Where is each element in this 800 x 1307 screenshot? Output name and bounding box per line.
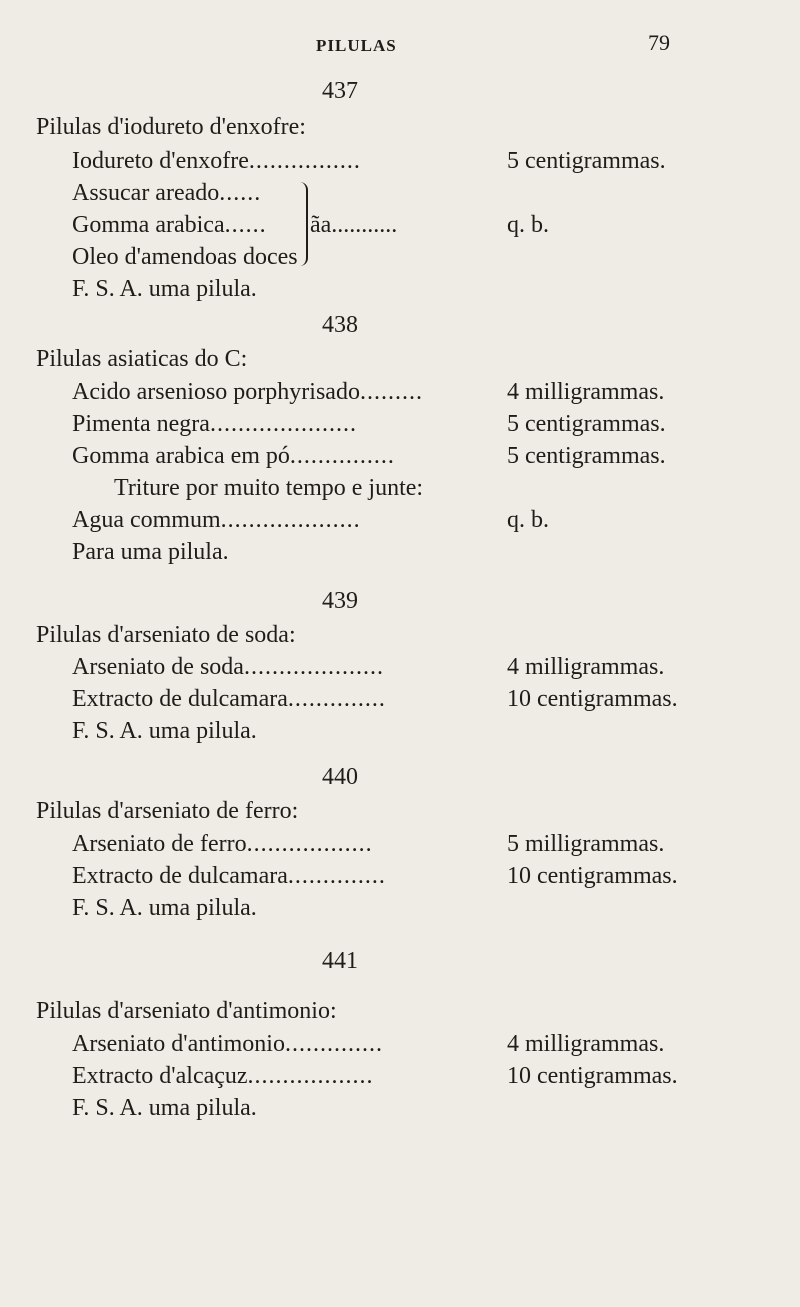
leader-dots: .............. [287,686,386,712]
ingredient-quantity: 5 centigrammas. [507,148,666,174]
brace-quantity-text: ãa........... [310,212,398,238]
preparation-note: Para uma pilula. [72,539,229,565]
leader-dots: .................... [220,507,361,533]
ingredient-line [72,863,386,893]
leader-dots: .............. [287,863,386,889]
ingredient-name: Gomma arabica [72,212,225,238]
ingredient-name: Iodureto d'enxofre [72,148,249,174]
ingredient-name: Oleo d'amendoas doces [72,244,298,270]
ingredient-name: Extracto de dulcamara [72,686,288,712]
ingredient-name: Extracto d'alcaçuz [72,1063,248,1089]
formula-number: 438 [322,312,358,338]
ingredient-name: Agua commum [72,507,221,533]
formula-title: Pilulas d'iodureto d'enxofre: [36,114,306,140]
ingredient-quantity: 10 centigrammas. [507,686,678,712]
instruction-note: Triture por muito tempo e junte: [114,475,424,501]
ingredient-quantity: 5 centigrammas. [507,411,666,437]
ingredient-line [72,244,298,274]
ingredient-quantity: 10 centigrammas. [507,1063,678,1089]
leader-dots: .................. [247,1063,374,1089]
leader-dots: ..................... [209,411,357,437]
leader-dots: ...... [224,212,267,238]
ingredient-line [72,212,267,242]
ingredient-line [72,180,261,210]
formula-number: 437 [322,78,358,104]
ingredient-name: Gomma arabica em pó [72,443,290,469]
ingredient-quantity: 10 centigrammas. [507,863,678,889]
formula-title: Pilulas d'arseniato d'antimonio: [36,998,337,1024]
formula-number: 440 [322,764,358,790]
ingredient-quantity: 5 milligrammas. [507,831,665,857]
ingredient-name: Pimenta negra [72,411,210,437]
preparation-note: F. S. A. uma pilula. [72,276,257,302]
ingredient-line [72,443,395,473]
ingredient-line [72,1031,383,1061]
ingredient-line [72,411,357,441]
ingredient-name: Arseniato de ferro [72,831,247,857]
leader-dots: ...... [219,180,262,206]
leader-dots: .................... [243,654,384,680]
ingredient-name: Acido arsenioso porphyrisado [72,379,360,405]
ingredient-quantity: 4 milligrammas. [507,379,665,405]
formula-title: Pilulas asiaticas do C: [36,346,248,372]
preparation-note: F. S. A. uma pilula. [72,718,257,744]
page-number: 79 [648,30,670,55]
formula-number: 441 [322,948,358,974]
ingredient-quantity: 4 milligrammas. [507,1031,665,1057]
ingredient-name: Assucar areado [72,180,220,206]
ingredient-line [72,654,384,684]
leader-dots: ......... [359,379,423,405]
formula-title: Pilulas d'arseniato de ferro: [36,798,299,824]
leader-dots: ................ [248,148,361,174]
preparation-note: F. S. A. uma pilula. [72,895,257,921]
leader-dots: .............. [284,1031,383,1057]
ingredient-quantity: q. b. [507,212,549,238]
ingredient-quantity: q. b. [507,507,549,533]
formula-title: Pilulas d'arseniato de soda: [36,622,296,648]
ingredient-name: Extracto de dulcamara [72,863,288,889]
ingredient-line [72,831,373,861]
ingredient-line [72,686,386,716]
formula-number: 439 [322,588,358,614]
grouping-brace [298,182,308,266]
ingredient-quantity: 5 centigrammas. [507,443,666,469]
ingredient-line [72,1063,374,1093]
leader-dots: ............... [289,443,395,469]
ingredient-quantity: 4 milligrammas. [507,654,665,680]
ingredient-name: Arseniato d'antimonio [72,1031,285,1057]
ingredient-name: Arseniato de soda [72,654,244,680]
ingredient-line [72,507,361,537]
running-header: PILULAS [316,36,397,55]
leader-dots: .................. [246,831,373,857]
preparation-note: F. S. A. uma pilula. [72,1095,257,1121]
ingredient-line [72,148,361,178]
ingredient-line [72,379,423,409]
